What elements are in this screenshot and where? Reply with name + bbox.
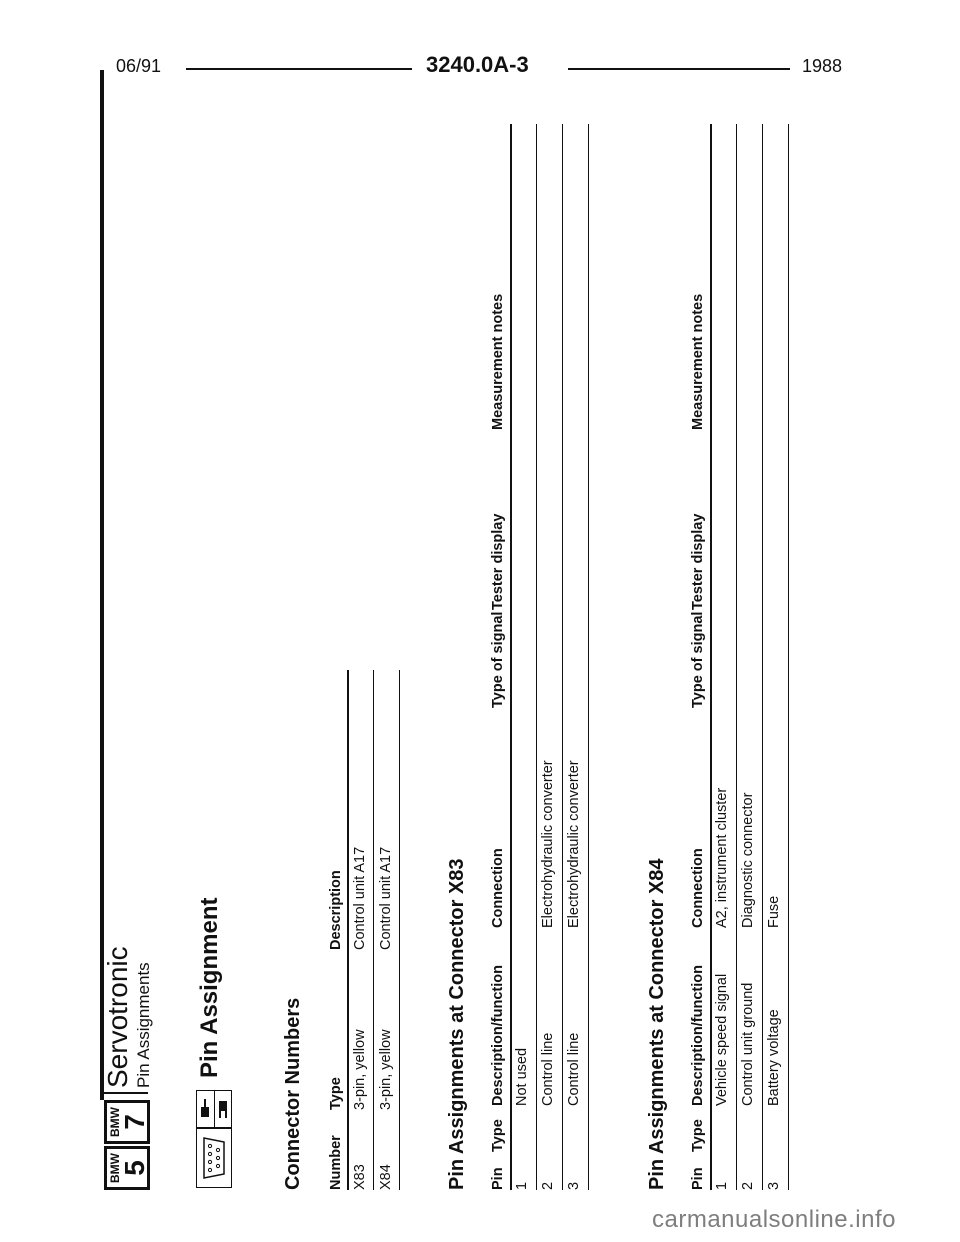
- table-cell: 1: [714, 1181, 730, 1190]
- badge-brand: BMW: [108, 1107, 122, 1137]
- col-number: Number: [328, 1135, 344, 1190]
- badge-cell-7: [104, 1100, 150, 1144]
- model-year: 1988: [802, 56, 843, 76]
- header-rule-right: [568, 68, 790, 70]
- pin-assignment-heading: Pin Assignment: [196, 897, 223, 1078]
- x83-heading: Pin Assignments at Connector X83: [446, 858, 468, 1190]
- table-cell: Battery voltage: [766, 1009, 782, 1106]
- col-measurement-notes: Measurement notes: [490, 293, 506, 430]
- connector-numbers-heading: Connector Numbers: [282, 997, 304, 1190]
- connector-plug-icon: [196, 1128, 232, 1188]
- table-rule: [588, 124, 589, 1190]
- pin-icon-box: [196, 1090, 232, 1128]
- revision-date: 06/91: [116, 56, 162, 76]
- table-rule: [562, 124, 563, 1190]
- col-tester-display: Tester display: [690, 513, 706, 610]
- col-tester-display: Tester display: [490, 513, 506, 610]
- pin-female-icon: [214, 1091, 231, 1127]
- doc-title: Servotronic: [102, 946, 133, 1088]
- table-cell: A2, instrument cluster: [714, 787, 730, 928]
- badge-series: 5: [119, 1160, 150, 1176]
- table-cell: X83: [352, 1164, 368, 1190]
- title-rule: [104, 1092, 148, 1094]
- col-type: Type: [690, 1119, 706, 1152]
- table-rule: [762, 124, 763, 1190]
- table-rule: [710, 124, 712, 1190]
- table-cell: Diagnostic connector: [740, 792, 756, 928]
- table-cell: 1: [514, 1181, 530, 1190]
- table-cell: Control unit A17: [378, 846, 394, 950]
- col-signal-type: Type of signal: [490, 611, 506, 708]
- table-rule: [788, 124, 789, 1190]
- table-rule: [536, 124, 537, 1190]
- model-badge: [104, 1098, 150, 1190]
- table-rule: [399, 670, 400, 1190]
- table-cell: Control unit ground: [740, 982, 756, 1106]
- pin-male-icon: [197, 1091, 214, 1127]
- table-cell: Electrohydraulic converter: [540, 760, 556, 928]
- table-rule: [510, 124, 512, 1190]
- watermark-text: carmanualsonline.info: [652, 1206, 896, 1233]
- page-header: [0, 52, 960, 88]
- table-cell: 3-pin, yellow: [378, 1029, 394, 1110]
- table-cell: Not used: [514, 1047, 530, 1106]
- table-rule: [373, 670, 374, 1190]
- table-cell: Fuse: [766, 895, 782, 928]
- rotated-page: [100, 90, 840, 1190]
- col-signal-type: Type of signal: [690, 611, 706, 708]
- col-type: Type: [490, 1119, 506, 1152]
- document-code: 3240.0A-3: [426, 52, 529, 77]
- col-description: Description: [328, 870, 344, 950]
- col-type: Type: [328, 1077, 344, 1110]
- col-measurement-notes: Measurement notes: [690, 293, 706, 430]
- connector-icon-box: [196, 1090, 232, 1188]
- doc-subtitle: Pin Assignments: [134, 962, 153, 1088]
- table-rule: [347, 670, 349, 1190]
- header-rule-left: [186, 68, 412, 70]
- table-cell: 3-pin, yellow: [352, 1029, 368, 1110]
- x84-heading: Pin Assignments at Connector X84: [646, 858, 668, 1190]
- col-description: Description/function: [690, 965, 706, 1106]
- col-pin: Pin: [490, 1167, 506, 1190]
- table-cell: Control unit A17: [352, 846, 368, 950]
- table-cell: 3: [566, 1181, 582, 1190]
- badge-brand: BMW: [108, 1153, 122, 1183]
- col-connection: Connection: [490, 848, 506, 928]
- badge-cell-5: [104, 1146, 150, 1190]
- table-cell: 2: [540, 1181, 556, 1190]
- table-cell: 3: [766, 1181, 782, 1190]
- table-cell: 2: [740, 1181, 756, 1190]
- table-cell: Vehicle speed signal: [714, 973, 730, 1106]
- col-connection: Connection: [690, 848, 706, 928]
- badge-series: 7: [119, 1114, 150, 1130]
- col-description: Description/function: [490, 965, 506, 1106]
- col-pin: Pin: [690, 1167, 706, 1190]
- table-cell: Electrohydraulic converter: [566, 760, 582, 928]
- table-cell: X84: [378, 1164, 394, 1190]
- table-rule: [736, 124, 737, 1190]
- table-cell: Control line: [566, 1032, 582, 1106]
- table-cell: Control line: [540, 1032, 556, 1106]
